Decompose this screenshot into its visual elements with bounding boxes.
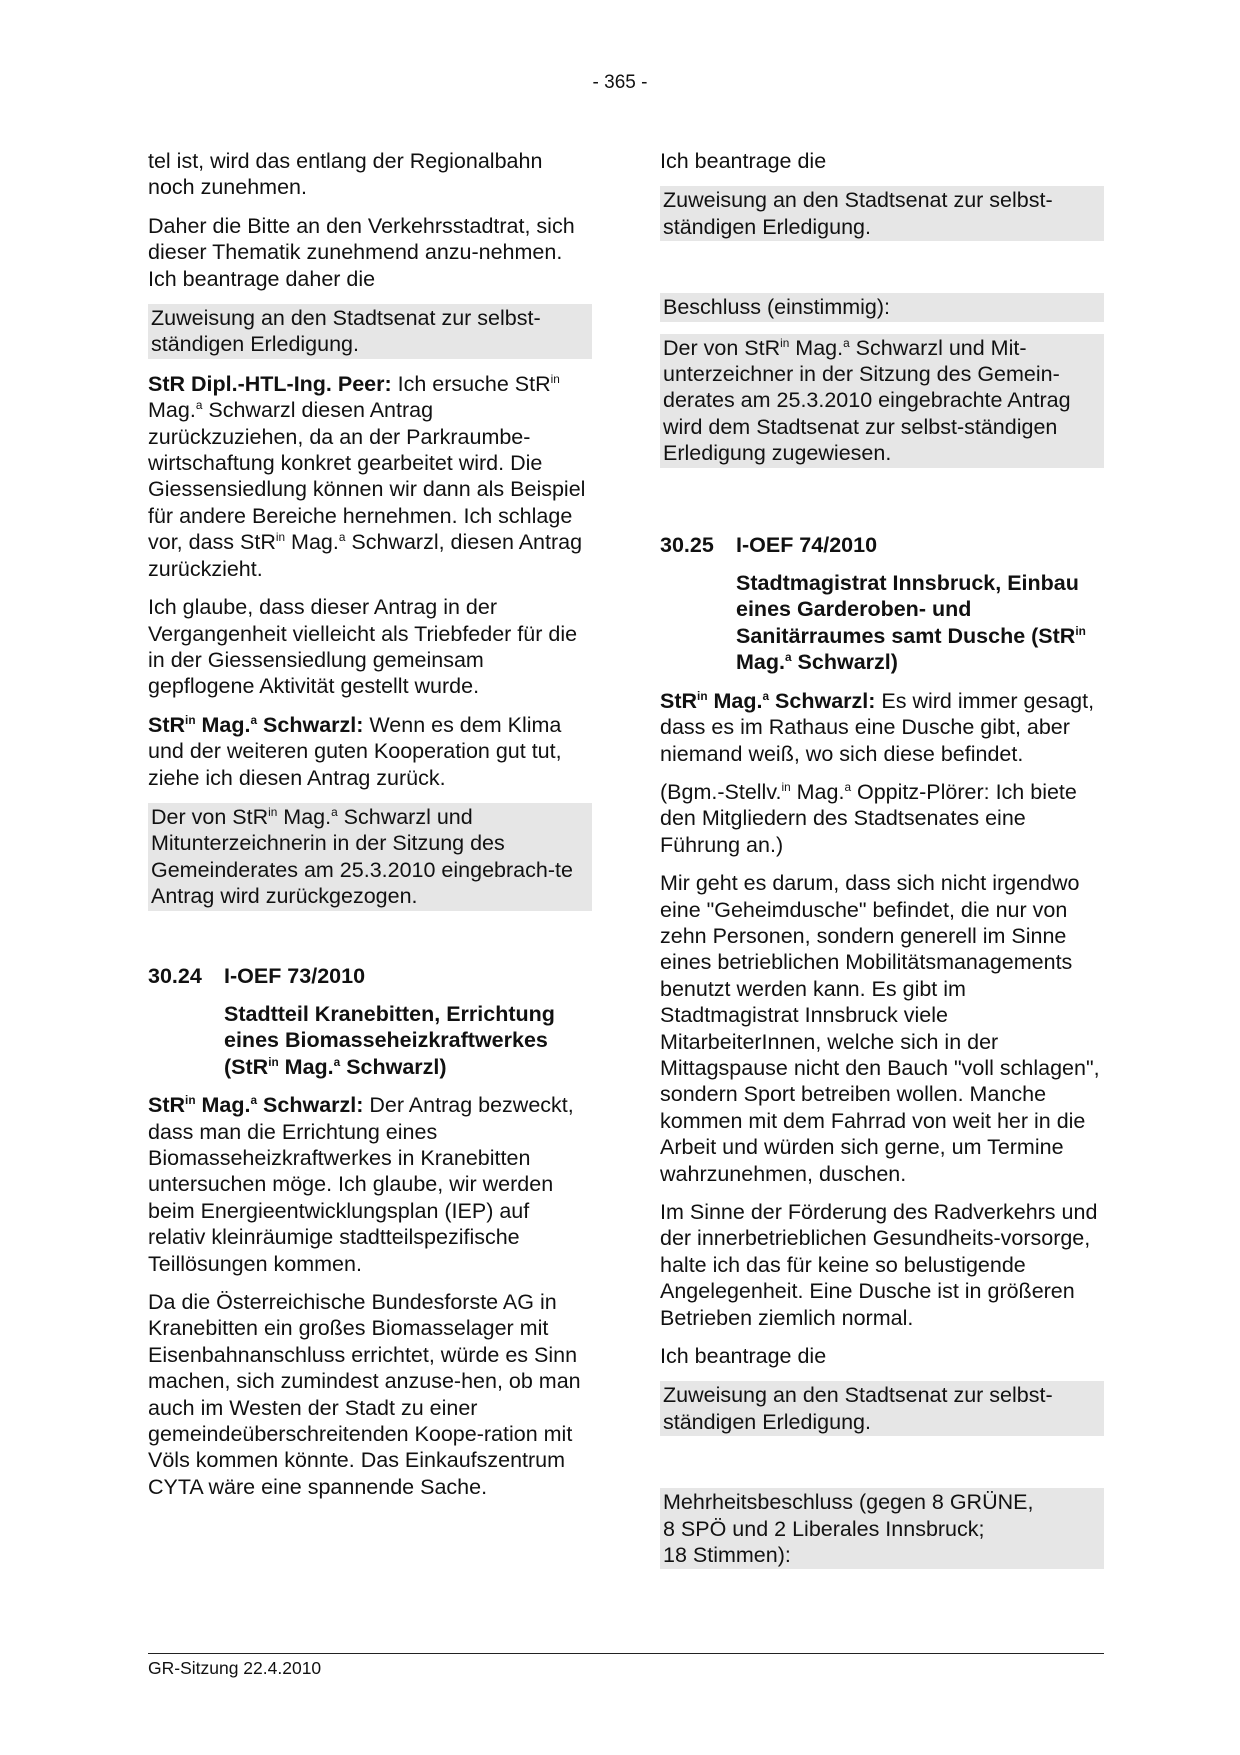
motion-box: Zuweisung an den Stadtsenat zur selbst-ständigen Erledigung. bbox=[148, 304, 592, 359]
paragraph: Im Sinne der Förderung des Radverkehrs und der innerbetrieblichen Gesundheits-vorsorge, halte ich das für keine so belustigende Angelegenheit. Eine Dusche ist in größeren Betrieben ziemlich normal. bbox=[660, 1200, 1098, 1330]
agenda-item-heading: 30.25 I-OEF 74/2010 bbox=[660, 532, 878, 557]
majority-resolution-box: Mehrheitsbeschluss (gegen 8 GRÜNE, 8 SPÖ und 2 Liberales Innsbruck; 18 Stimmen): bbox=[660, 1488, 1104, 1569]
paragraph: Ich beantrage die bbox=[660, 149, 827, 173]
speech-paragraph: StR Dipl.-HTL-Ing. Peer: Ich ersuche StR$^{in}$ Mag.$^a$ Schwarzl diesen Antrag zurückzuziehen, da an der Parkraumbe-wirtschaftung konkret gearbeitet wird. Die Giessensiedlung können wir dann als Beispiel für andere Bereiche hernehmen. Ich schlage vor, dass StR$^{in}$ Mag.$^a$ Schwarzl, diesen Antrag zurückzieht. bbox=[148, 371, 586, 581]
speaker: StR$^{in}$ Mag.$^a$ Schwarzl: bbox=[148, 712, 364, 737]
motion-box: Zuweisung an den Stadtsenat zur selbst-ständigen Erledigung. bbox=[660, 1381, 1104, 1436]
footer-divider bbox=[148, 1653, 1104, 1654]
speaker: StR Dipl.-HTL-Ing. Peer: bbox=[148, 371, 392, 396]
motion-box: Zuweisung an den Stadtsenat zur selbst-ständigen Erledigung. bbox=[660, 186, 1104, 241]
footer-text: GR-Sitzung 22.4.2010 bbox=[148, 1658, 322, 1678]
speech-paragraph: StR$^{in}$ Mag.$^a$ Schwarzl: Es wird immer gesagt, dass es im Rathaus eine Dusche gibt, aber niemand weiß, wo sich diese befindet. bbox=[660, 688, 1095, 766]
interjection-paragraph: (Bgm.-Stellv.$^{in}$ Mag.$^a$ Oppitz-Plörer: Ich biete den Mitgliedern des Stadtsenates eine Führung an.) bbox=[660, 779, 1077, 857]
agenda-item-heading: 30.24 I-OEF 73/2010 bbox=[148, 963, 366, 988]
paragraph: tel ist, wird das entlang der Regionalbahn noch zunehmen. bbox=[148, 149, 543, 200]
resolution-label: Beschluss (einstimmig): bbox=[660, 293, 1104, 321]
speaker: StR$^{in}$ Mag.$^a$ Schwarzl: bbox=[660, 688, 876, 713]
speech-paragraph: StR$^{in}$ Mag.$^a$ Schwarzl: Wenn es dem Klima und der weiteren guten Kooperation gut tut, ziehe ich diesen Antrag zurück. bbox=[148, 712, 562, 790]
resolution-box: Der von StR$^{in}$ Mag.$^a$ Schwarzl und Mit-unterzeichner in der Sitzung des Gemein-derates am 25.3.2010 eingebrachte Antrag wird dem Stadtsenat zur selbst-ständigen Erledigung zugewiesen. bbox=[660, 334, 1104, 468]
paragraph: Ich beantrage die bbox=[660, 1344, 827, 1369]
paragraph: Mir geht es darum, dass sich nicht irgendwo eine "Geheimdusche" befindet, die nur von zehn Personen, sondern generell im Sinne eines betrieblichen Mobilitätsmanagements benutzt werden kann. Es gibt im Stadtmagistrat Innsbruck viele MitarbeiterInnen, welche sich in der Mittagspause nicht den Bauch "voll schlagen", sondern Sport betreiben wollen. Manche kommen mit dem Fahrrad von weit her in die Arbeit und würden sich gerne, um Termine wahrzunehmen, duschen. bbox=[660, 871, 1100, 1186]
right-column bbox=[660, 148, 1104, 1581]
paragraph: Ich glaube, dass dieser Antrag in der Vergangenheit vielleicht als Triebfeder für die in der Giessensiedlung gemeinsam gepflogene Aktivität gestellt wurde. bbox=[148, 595, 578, 699]
speech-paragraph: StR$^{in}$ Mag.$^a$ Schwarzl: Der Antrag bezweckt, dass man die Errichtung eines Biomasseheizkraftwerkes in Kranebitten untersuchen möge. Ich glaube, wir werden beim Energieentwicklungsplan (IEP) auf relativ kleinräumige stadtteilspezifische Teillösungen kommen. bbox=[148, 1093, 574, 1276]
paragraph: Daher die Bitte an den Verkehrsstadtrat, sich dieser Thematik zunehmend anzu-nehmen. Ich beantrage daher die bbox=[148, 213, 575, 291]
agenda-item-title: Stadtteil Kranebitten, Errichtung eines Biomasseheizkraftwerkes (StR$^{in}$ Mag.$^a$ Schwarzl) bbox=[224, 1001, 555, 1079]
left-column bbox=[148, 148, 592, 1512]
speaker: StR$^{in}$ Mag.$^a$ Schwarzl: bbox=[148, 1093, 364, 1118]
agenda-item-title: Stadtmagistrat Innsbruck, Einbau eines Garderoben- und Sanitärraumes samt Dusche (StR$^{in}$ Mag.$^a$ Schwarzl) bbox=[736, 571, 1086, 675]
paragraph: Da die Österreichische Bundesforste AG in Kranebitten ein großes Biomasselager mit Eisenbahnanschluss errichtet, würde es Sinn machen, sich zumindest anzuse-hen, ob man auch im Westen der Stadt zu einer gemeindeüberschreitenden Koope-ration mit Völs kommen könnte. Das Einkaufszentrum CYTA wäre eine spannende Sache. bbox=[148, 1290, 581, 1499]
resolution-box: Der von StR$^{in}$ Mag.$^a$ Schwarzl und Mitunterzeichnerin in der Sitzung des Gemeinderates am 25.3.2010 eingebrach-te Antrag wird zurückgezogen. bbox=[148, 803, 592, 911]
page-number: - 365 - bbox=[592, 72, 648, 93]
